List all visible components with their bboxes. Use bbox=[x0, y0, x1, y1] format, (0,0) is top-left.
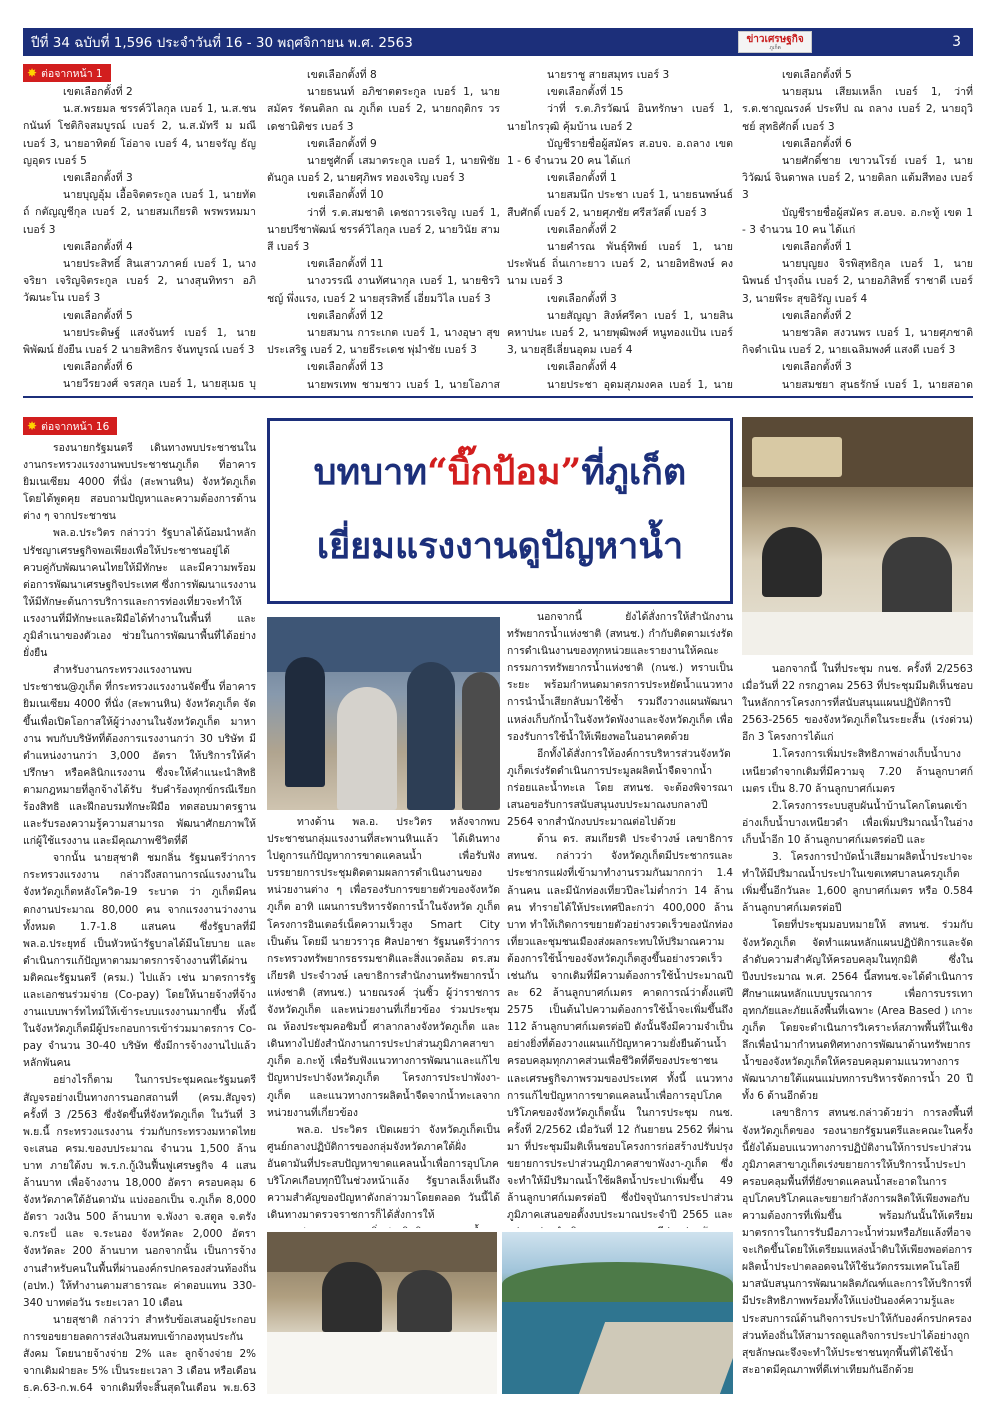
logo-text: ข่าวเศรษฐกิจ bbox=[746, 33, 804, 45]
table-shape bbox=[267, 1332, 497, 1394]
candidate-text: นายสุมน เสียมเหล็ก เบอร์ 1, ว่าที่ ร.ต.ชาญณรงค์ ประทีป ณ ถลาง เบอร์ 2, นายฤุวิชย์ สุทธิศักดิ์ เบอร์ 3 bbox=[742, 86, 973, 133]
candidate-column-4 bbox=[742, 67, 973, 392]
candidate-text: ว่าที่ ร.ต.สมชาติ เดชถาวรเจริญ เบอร์ 1, นายปรีชาพัฒน์ ชรรค์วิไลกุล เบอร์ 2, นายวินัย สามสี เบอร์ 3 bbox=[267, 206, 500, 254]
candidate-text: นายวีรยวงศ์ จรสกุล เบอร์ 1, นายสุเมธ บุ bbox=[63, 378, 256, 391]
dam-shape bbox=[579, 1322, 733, 1394]
star-icon: ✸ bbox=[27, 66, 38, 80]
article-column-4 bbox=[742, 661, 973, 1398]
district-heading: เขตเลือกตั้งที่ 3 bbox=[547, 292, 617, 305]
person-shape bbox=[322, 1262, 382, 1332]
article-paragraph: นอกจากนี้ ในที่ประชุม กนช. ครั้งที่ 2/2563 เมื่อวันที่ 22 กรกฎาคม 2563 ที่ประชุมมีมติเห็นชอบในหลักการโครงการที่สนับสนุนแผนปฏิบัติการปี 2563-2565 ของจังหวัดภูเก็ตในระยะสั้น (เร่งด่วน) อีก 3 โครงการได้แก่ bbox=[742, 663, 973, 744]
candidate-column-3 bbox=[507, 67, 733, 392]
article-paragraph: อีกทั้งได้สั่งการให้องค์การบริหารส่วนจังหวัดภูเก็ตเร่งรัดดำเนินการประมูลผลิตน้ำจืดจากน้ำกร่อยและน้ำทะเล โดย สทนช. จะต้องพิจารณาเสนอขอรับการสนับสนุนงบประมาณงบกลางปี 2564 จากสำนักงบประมาณต่อไปด้วย bbox=[507, 747, 733, 829]
candidate-column-2 bbox=[267, 67, 500, 392]
article-paragraph: นอกจากนี้ ยังได้สั่งการให้สำนักงานทรัพยากรน้ำแห่งชาติ (สทนช.) กำกับติดตามเร่งรัดการดำเนินงานของทุกหน่วยและรายงานให้คณะกรรมการทรัพยากรน้ำแห่งชาติ (กนช.) ทราบเป็นระยะ พร้อมกำหนดมาตรการประหยัดน้ำแนวทางการนำน้ำเสียกลับมาใช้ซ้ำ รวมถึงวางแผนพัฒนาแหล่งเก็บกักน้ำในจังหวัดพังงาและจังหวัดภูเก็ต เพื่อรองรับการใช้น้ำให้เพียงพอในอนาคตด้วย bbox=[507, 611, 733, 743]
star-icon: ✸ bbox=[27, 419, 38, 433]
headline-name: บิ๊กป้อม bbox=[447, 451, 561, 493]
reservoir-photo[interactable] bbox=[502, 1232, 733, 1394]
article-paragraph: พล.อ. ประวิตร เปิดเผยว่า จังหวัดภูเก็ตเป็นศูนย์กลางปฏิบัติการของกลุ่มจังหวัดภาคใต้ฝั่งอันดามันที่ประสบปัญหาขาดแคลนน้ำเพื่อการอุปโภคบริโภคเกือบทุกปีในช่วงหน้าแล้ง รัฐบาลเล็งเห็นถึงความสำคัญของปัญหาดังกล่าวมาโดยตลอด วันนี้ได้เดินทางมาตรวจราชการก็ได้สั่งการให้ bbox=[267, 1123, 500, 1222]
headline-pre: บทบาท bbox=[313, 451, 428, 493]
article-paragraph: 1.โครงการเพิ่มประสิทธิภาพอ่างเก็บน้ำบางเหนียวดำจากเดิมที่มีความจุ 7.20 ล้านลูกบาศก์เมตร เป็น 8.70 ล้านลูกบาศก์เมตร bbox=[742, 748, 973, 795]
person-shape bbox=[397, 1270, 452, 1332]
district-heading: เขตเลือกตั้งที่ 1 bbox=[547, 172, 617, 185]
candidate-text: นายประสิทธิ์ สินเสาวภาคย์ เบอร์ 1, นางจริยา เจริญจิตระกูล เบอร์ 2, นางสุนทิทรา อภิวัฒนะโน เบอร์ 3 bbox=[23, 258, 256, 305]
district-heading: เขตเลือกตั้งที่ 2 bbox=[63, 86, 133, 98]
district-heading: เขตเลือกตั้งที่ 4 bbox=[547, 361, 617, 374]
article-paragraph: อย่างไรก็ตาม ในการประชุมคณะรัฐมนตรีสัญจรอย่างเป็นทางการนอกสถานที่ (ครม.สัญจร) ครั้งที่ 3 /2563 ซึ่งจัดขึ้นที่จังหวัดภูเก็ต ในวันที่ 3 พ.ย.นี้ กระทรวงแรงงาน ร่วมกับกระทรวงมหาดไทย จะเสนอ ครม.ของบประมาณ จำนวน 1,500 ล้านบาท ภายใต้งบ พ.ร.ก.กู้เงินฟื้นฟูเศรษฐกิจ 4 แสนล้านบาท เพื่อจ้างงาน 18,000 อัตรา ครอบคลุม 6 จังหวัดภาคใต้อันดามัน แบ่งออกเป็น จ.ภูเก็ต 8,000 อัตรา วงเงิน 500 ล้านบาท จ.พังงา จ.สตูล จ.ตรัง จ.กระบี่ และ จ.ระนอง จังหวัดละ 2,000 อัตรา จังหวัดละ 200 ล้านบาท นอกจากนั้น เป็นการจ้างงานสำหรับคนในพื้นที่ผ่านองค์กรปกครองส่วนท้องถิ่น (อปท.) ให้ทำงานตามสาธารณะ ค่าตอบแทน 330-340 บาทต่อวัน ระยะเวลา 10 เดือน bbox=[23, 1074, 256, 1309]
inspection-photo[interactable] bbox=[267, 617, 500, 810]
district-heading: เขตเลือกตั้งที่ 9 bbox=[307, 137, 377, 150]
article-paragraph: เลขาธิการ สทนช.กล่าวด้วยว่า การลงพื้นที่จังหวัดภูเก็ตของ รองนายกรัฐมนตรีและคณะในครั้งนี้ยังได้มอบแนวทางการปฏิบัติงานให้การประปาส่วนภูมิภาคสาขาภูเก็ตเร่งขยายการให้บริการน้ำประปาครอบคลุมพื้นที่ที่ยังขาดแคลนน้ำสะอาดในการอุปโภคบริโภคและขยายกำลังการผลิตให้เพียงพอกับความต้องการที่เพิ่มขึ้น พร้อมกันนั้นให้เตรียมมาตรการในการรับมือภาวะน้ำท่วมหรือภัยแล้งที่อาจจะเกิดขึ้นโดยให้เตรียมแหล่งน้ำดิบให้เพียงพอต่อการผลิตน้ำประปาตลอดจนให้ใช้นวัตกรรมเทคโนโลยีมาสนับสนุนการพัฒนาผลิตภัณฑ์และการให้บริการที่มีประสิทธิภาพพร้อมทั้งให้แบ่งปันองค์ความรู้และประสบการณ์ด้านกิจการประปาให้กับองค์กรปกครองส่วนท้องถิ่นให้สามารถดูแลกิจการประปาได้อย่างถูกสุขลักษณะจึงจะทำให้ประชาชนทุกพื้นที่ได้ใช้น้ำสะอาดมีคุณภาพที่ดีเท่าเทียมกันอีกด้วย bbox=[742, 1107, 973, 1376]
headline-post: ที่ภูเก็ต bbox=[581, 451, 687, 493]
district-heading: เขตเลือกตั้งที่ 6 bbox=[63, 361, 133, 374]
article-column-1 bbox=[23, 440, 256, 1398]
candidate-text: นายบุญอุ้ม เอื้อจิตตระกูล เบอร์ 1, นายทัตถ์ กตัญญูชีกุล เบอร์ 2, นายสมเกียรติ พรพรหมมา เบอร์ 3 bbox=[23, 189, 256, 236]
wall-panel bbox=[267, 1232, 497, 1272]
district-heading: เขตเลือกตั้งที่ 13 bbox=[307, 361, 384, 374]
district-heading: เขตเลือกตั้งที่ 15 bbox=[547, 86, 624, 99]
candidate-text: นายธนนท์ อภิชาตตระกูล เบอร์ 1, นายสมัคร รัตนติลก ณ ภูเก็ต เบอร์ 2, นายกฤติกร วรเดชานิติชร เบอร์ 3 bbox=[267, 86, 500, 133]
continued-tag-article[interactable] bbox=[23, 417, 117, 435]
logo-subtext: ภูเก็ต bbox=[769, 44, 781, 51]
article-paragraph: 3. โครงการบำบัดน้ำเสียมาผลิตน้ำประปาจะทำให้มีปริมาณน้ำประปาในเขตเทศบาลนครภูเก็ตเพิ่มขึ้นอีกวันละ 1,600 ลูกบาศก์เมตร หรือ 0.584 ล้านลูกบาศก์เมตรต่อปี bbox=[742, 851, 973, 915]
headline-line-1 bbox=[270, 443, 730, 500]
headline-quote-open: “ bbox=[427, 451, 448, 493]
article-paragraph: พล.อ.ประวิตร กล่าวว่า รัฐบาลได้น้อมนำหลักปรัชญาเศรษฐกิจพอเพียงเพื่อให้ประชาชนอยู่ได้ ควบคู่กับพัฒนาคนไทยให้มีทักษะ และมีความพร้อมต่อการพัฒนาเศรษฐกิจประเทศ ซึ่งการพัฒนาแรงงานให้มีทักษะต้นการบริการและการท่องเที่ยวจะทำให้แรงงานที่มีทักษะและฝีมือได้ทำงานในพื้นที่ และภูมิลำเนาของตัวเอง ช่วยในการพัฒนาพื้นที่ได้อย่างยั่งยืน bbox=[23, 527, 256, 660]
person-shape bbox=[337, 687, 397, 810]
page-header bbox=[23, 28, 973, 56]
candidate-text: นายราชู สายสมุทร เบอร์ 3 bbox=[547, 69, 670, 81]
screen-shape bbox=[752, 437, 842, 477]
district-heading: เขตเลือกตั้งที่ 5 bbox=[782, 69, 852, 81]
page-number: 3 bbox=[952, 34, 961, 50]
district-heading: เขตเลือกตั้งที่ 1 bbox=[782, 241, 852, 254]
person-shape bbox=[285, 657, 325, 787]
headline-quote-close: ” bbox=[560, 451, 582, 493]
section-divider bbox=[23, 396, 973, 398]
candidate-text: นายสมาน การะเกต เบอร์ 1, นางอุษา สุขประเสริฐ เบอร์ 2, นายธีระเดช พุ่มำชัย เบอร์ 3 bbox=[267, 327, 500, 357]
candidate-text: น.ส.พรยมล ชรรค์วิไลกุล เบอร์ 1, น.ส.ชนกนันท์ โชติกิจสมบูรณ์ เบอร์ 2, น.ส.มัทรี ม มณี เบอร์ 3, นายอาทิตย์ โอ่อาจ เบอร์ 4, นายจรัญ ธัญญอุดร เบอร์ 5 bbox=[23, 103, 256, 167]
candidate-text: นายประชา อุดมสุภมงคล เบอร์ 1, นาย bbox=[547, 378, 733, 391]
meeting-photo[interactable] bbox=[742, 417, 973, 655]
district-heading: เขตเลือกตั้งที่ 2 bbox=[547, 223, 617, 236]
continued-tag-label: ต่อจากหน้า 1 bbox=[41, 67, 103, 80]
continued-tag-label: ต่อจากหน้า 16 bbox=[41, 420, 110, 433]
person-shape bbox=[407, 662, 455, 810]
article-column-3 bbox=[507, 609, 733, 1228]
candidate-text: นายสมชยา สุนธรักษ์ เบอร์ 1, นายสอาด bbox=[782, 378, 973, 391]
issue-info: ปีที่ 34 ฉบับที่ 1,596 ประจำวันที่ 16 - 30 พฤศจิกายน พ.ศ. 2563 bbox=[31, 35, 413, 51]
article-paragraph: รองนายกรัฐมนตรี เดินทางพบประชาชนในงานกระทรวงแรงงานพบประชาชนภูเก็ต ที่อาคารยิมเนเซียม 4000 ที่นั่ง (สะพานหิน) จังหวัดภูเก็ต โดยได้พูดคุย สอบถามปัญหาและความต้องการด้านต่าง ๆ จากประชาชน bbox=[23, 442, 256, 523]
person-shape bbox=[762, 527, 822, 597]
candidate-text: นายชูศักดิ์ เสมาตระกูล เบอร์ 1, นายพิชัย ตันกูล เบอร์ 2, นายศุภิพร ทองเจริญ เบอร์ 3 bbox=[267, 155, 500, 185]
candidate-text: นายคำรณ พันธุ์ทิพย์ เบอร์ 1, นายประพันธ์ ถิ่นเกาะยาว เบอร์ 2, นายอิทธิพงษ์ คงนาม เบอร์ 3 bbox=[507, 241, 733, 288]
candidate-text: บัญชีรายชื่อผู้สมัคร ส.อบจ. อ.ถลาง เขต 1 - 6 จำนวน 20 คน ได้แก่ bbox=[507, 137, 733, 168]
district-heading: เขตเลือกตั้งที่ 5 bbox=[63, 309, 133, 322]
candidate-text: นายประดิษฐ์ แสงจันทร์ เบอร์ 1, นายพิพัฒน์ ยังยืน เบอร์ 2 นายสิทธิกร จันทบูรณ์ เบอร์ 3 bbox=[23, 326, 256, 357]
person-shape bbox=[882, 537, 952, 617]
headline-line-2: เยี่ยมแรงงานดูปัญหาน้ำ bbox=[316, 525, 684, 567]
article-paragraph: โดยที่ประชุมมอบหมายให้ สทนช. ร่วมกับจังหวัดภูเก็ต จัดทำแผนหลักแผนปฏิบัติการและจัดลำดับความสำคัญให้ครอบคลุมในทุกมิติ ซึ่งในปีงบประมาณ พ.ศ. 2564 นี้สทนช.จะได้ดำเนินการศึกษาแผนหลักแบบบูรณาการ เพื่อการบรรเทาอุทกภัยและภัยแล้งพื้นที่เฉพาะ (Area Based ) เกาะภูเก็ต โดยจะดำเนินการวิเคราะห์สภาพพื้นที่ในเชิงลึกเพื่อนำมากำหนดทิศทางการพัฒนาด้านทรัพยากรน้ำของจังหวัดภูเก็ตให้ครอบคลุมตามแนวทางการพัฒนาภายใต้แผนแม่บทการบริหารจัดการน้ำ 20 ปีทั้ง 6 ด้านอีกด้วย bbox=[742, 919, 973, 1103]
district-heading: เขตเลือกตั้งที่ 10 bbox=[307, 189, 384, 202]
district-heading: เขตเลือกตั้งที่ 4 bbox=[63, 240, 133, 253]
candidate-text: นางวรรณี งานทัศนากุล เบอร์ 1, นายชิรวิชญ์ พึ่งแรง, เบอร์ 2 นายสุรสิทธิ์ เอี่ยมวิไล เบอร์ 3 bbox=[267, 275, 500, 305]
article-paragraph: สำหรับงานกระทรวงแรงงานพบประชาชน@ภูเก็ต ที่กระทรวงแรงงานจัดขึ้น ที่อาคารยิมเนเซียม 4000 ที่นั่ง (สะพานหิน) จังหวัดภูเก็ต จัดขึ้นเพื่อเปิดโอกาสให้ผู้ว่างงานในจังหวัดภูเก็ต มาหางาน พบกับบริษัทที่ต้องการแรงงานกว่า 30 บริษัท มีตำแหน่งงานกว่า 3,000 อัตรา ให้บริการให้คำปรึกษา หรือคลินิกแรงงาน ซึ่งจะให้คำแนะนำสิทธิตามกฎหมายที่ลูกจ้างได้รับ รับคำร้องทุกข์กรณีเรียกร้องสิทธิ และฝึกอบรมทักษะฝีมือ ทดสอบมาตรฐาน และรับรองความรู้ความสามารถ พัฒนาศักยภาพให้แก่ผู้ใช้แรงงาน และมีคุณภาพชีวิตที่ดี bbox=[23, 664, 256, 848]
district-heading: เขตเลือกตั้งที่ 12 bbox=[307, 309, 384, 322]
district-heading: เขตเลือกตั้งที่ 6 bbox=[782, 137, 852, 150]
article-column-2 bbox=[267, 814, 500, 1228]
table-shape bbox=[742, 612, 973, 655]
candidate-text: นายสัญญา สิงห์ศรีคา เบอร์ 1, นายสิน คหาปนะ เบอร์ 2, นายพุฒิพงศ์ หนูทองแป้น เบอร์ 3, นายสุธีเลี่ยนอุดม เบอร์ 4 bbox=[507, 309, 733, 357]
candidate-column-1 bbox=[23, 84, 256, 392]
continued-tag-top[interactable] bbox=[23, 64, 111, 82]
district-heading: เขตเลือกตั้งที่ 3 bbox=[63, 172, 133, 185]
article-headline bbox=[267, 418, 733, 604]
hill-shape bbox=[502, 1262, 733, 1307]
meeting-room-photo[interactable] bbox=[267, 1232, 497, 1394]
person-shape bbox=[462, 672, 500, 810]
article-paragraph: ด้าน ดร. สมเกียรติ ประจำวงษ์ เลขาธิการ สทนช. กล่าวว่า จังหวัดภูเก็ตมีประชากรและประชากรแฝงที่เข้ามาทำงานรวมกันมากกว่า 1.4 ล้านคน และมีนักท่องเที่ยวปีละไม่ต่ำกว่า 14 ล้านคน ทำรายได้ให้ประเทศปีละกว่า 400,000 ล้านบาท ทำให้เกิดการขยายตัวอย่างรวดเร็วของนักท่องเที่ยวและชุมชนเมืองส่งผลกระทบให้ปริมาณความต้องการใช้น้ำของจังหวัดภูเก็ตสูงขึ้นอย่างรวดเร็ว เช่นกัน จากเดิมที่มีความต้องการใช้น้ำประมาณปีละ 62 ล้านลูกบาศก์เมตร คาดการณ์ว่าตั้งแต่ปี 2575 เป็นต้นไปความต้องการใช้น้ำจะเพิ่มขึ้นถึง 112 ล้านลูกบาศก์เมตรต่อปี ดังนั้นจึงมีความจำเป็นอย่างยิ่งที่ต้องวางแผนแก้ปัญหาความยั่งยืนด้านน้ำครอบคลุมทุกภาคส่วนเพื่อชีวิตที่ดีของประชาชนและเศรษฐกิจภาพรวมของประเทศ ทั้งนี้ แนวทางการแก้ไขปัญหาการขาดแคลนน้ำเพื่อการอุปโภคบริโภคของจังหวัดภูเก็ตนั้น ในการประชุม กนช. ครั้งที่ 2/2562 เมื่อวันที่ 12 กันยายน 2562 ที่ผ่านมา ที่ประชุมมีมติเห็นชอบโครงการก่อสร้างปรับปรุงขยายการประปาส่วนภูมิภาคสาขาพังงา-ภูเก็ต ซึ่งจะทำให้มีปริมาณน้ำใช้ผลิตน้ำประปาเพิ่มขึ้น 49 ล้านลูกบาศก์เมตรต่อปี ซึ่งปัจจุบันการประปาส่วนภูมิภาคเสนอขอตั้งงบประมาณประจำปี 2565 และ bbox=[507, 833, 733, 1222]
candidate-text: นายศักดิ์ชาย เขาวนโรย์ เบอร์ 1, นายวิวัฒน์ จินดาพล เบอร์ 2, นายดิลก แต้มสีทอง เบอร์ 3 bbox=[742, 155, 973, 202]
district-heading: เขตเลือกตั้งที่ 8 bbox=[307, 69, 377, 81]
article-paragraph: ทางด้าน พล.อ. ประวิตร หลังจากพบประชาชนกลุ่มแรงงานที่สะพานหินแล้ว ได้เดินทางไปดูการแก้ปัญหาการขาดแคลนน้ำ เพื่อรับฟังบรรยายการประชุมติดตามผลการดำเนินงานของหน่วยงานต่าง ๆ เพื่อรองรับการขยายตัวของจังหวัดภูเก็ต อาทิ แผนการบริหารจัดการน้ำในจังหวัด ภูเก็ต โครงการอินเตอร์เน็ตความเร็วสูง Smart City เป็นต้น โดยมี นายวราวุธ ศิลปอาชา รัฐมนตรีว่าการกระทรวงทรัพยากรธรรมชาติและสิ่งแวดล้อม ดร.สมเกียรติ ประจำวงษ์ เลขาธิการสำนักงานทรัพยากรน้ำแห่งชาติ (สทนช.) นายณรงค์ วุ่นซิ้ว ผู้ว่าราชการจังหวัดภูเก็ต และหน่วยงานที่เกี่ยวข้อง ร่วมประชุม ณ ห้องประชุมคอซิมบี้ ศาลากลางจังหวัดภูเก็ต และเดินทางไปยังสำนักงานการประปาส่วนภูมิภาคสาขาภูเก็ต อ.กะทู้ เพื่อรับฟังแนวทางการพัฒนาและแก้ไขปัญหาประปาจังหวัดภูเก็ต โครงการประปาพังงา-ภูเก็ต และแนวทางการผลิตน้ำจืดจากน้ำทะเลจากหน่วยงานที่เกี่ยวข้อง bbox=[267, 816, 500, 1119]
district-heading: เขตเลือกตั้งที่ 2 bbox=[782, 309, 852, 322]
candidate-text: นายชวลิต สงวนพร เบอร์ 1, นายศุภชาติ กิจดำเนิน เบอร์ 2, นายเฉลิมพงศ์ แสงดี เบอร์ 3 bbox=[742, 327, 973, 357]
candidate-text: นายสมนึก ประชา เบอร์ 1, นายธนพษ์นธ์ สืบศักดิ์ เบอร์ 2, นายศุภชัย ศรีสวัสดิ์ เบอร์ 3 bbox=[507, 189, 733, 219]
district-heading: เขตเลือกตั้งที่ 3 bbox=[782, 361, 852, 374]
article-paragraph: 2.โครงการระบบสูบผันน้ำบ้านโคกโตนดเข้าอ่างเก็บน้ำบางเหนียวดำ เพื่อเพิ่มปริมาณน้ำในอ่างเก็บน้ำอีก 10 ล้านลูกบาศก์เมตรต่อปี และ bbox=[742, 799, 973, 846]
candidate-text: ว่าที่ ร.ต.ภิรวัฒน์ อินทรักษา เบอร์ 1, นายไกรวุฒิ คุ้มบ้าน เบอร์ 2 bbox=[507, 103, 733, 133]
candidate-text: นายบุญยง จิรพิสุทธิกุล เบอร์ 1, นายนิพนธ์ บำรุงถิ่น เบอร์ 2, นายอภิสิทธิ์ ราชาดี เบอร์ 3, นายพีระ สุขอิรัญ เบอร์ 4 bbox=[742, 258, 973, 305]
candidate-text: บัญชีรายชื่อผู้สมัคร ส.อบจ. อ.กะทู้ เขต 1 - 3 จำนวน 10 คน ได้แก่ bbox=[742, 206, 973, 236]
article-paragraph: นายสุชาติ กล่าวว่า สำหรับข้อเสนอผู้ประกอบการขอขยายลดการส่งเงินสมทบเข้ากองทุนประกันสังคม โดยนายจ้างจ่าย 2% และ ลูกจ้างจ่าย 2% จากเดิมฝ่ายละ 5% เป็นระยะเวลา 3 เดือน หรือเดือน ธ.ค.63-ก.พ.64 จากเดิมที่จะสิ้นสุดในเดือน พ.ย.63 bbox=[23, 1313, 256, 1395]
candidate-text: นายพรเทพ ชามชาว เบอร์ 1, นายโอภาส bbox=[307, 378, 500, 391]
article-paragraph: จากนั้น นายสุชาติ ชมกลิ่น รัฐมนตรีว่าการกระทรวงแรงงาน กล่าวถึงสถานการณ์แรงงานในจังหวัดภูเก็ตหลังโควิด-19 ระบาด ว่า ภูเก็ตมีคนตกงานประมาณ 80,000 คน จากแรงงานว่างงานทั้งหมด 1.7-1.8 แสนคน ซึ่งรัฐบาลที่มี พล.อ.ประยุทธ์ เป็นหัวหน้ารัฐบาลได้มีนโยบาย และดำเนินการแก้ปัญหาตามมาตรการจ้างงานที่ได้ผ่านมติคณะรัฐมนตรี (ครม.) ไปแล้ว เช่น มาตรการรัฐและเอกชนร่วมจ่าย (Co-pay) โดยให้นายจ้างที่จ้างงานแบบพาร์ทไทม์ให้เข้าระบบแรงงานมากขึ้น ทั้งนี้ ในจังหวัดภูเก็ตมีผู้ประกอบการเข้าร่วมมาตรการ Co-pay จำนวน 30-40 บริษัท ซึ่งมีการจ้างงานไปแล้วหลักพันคน bbox=[23, 852, 256, 1070]
district-heading: เขตเลือกตั้งที่ 11 bbox=[307, 258, 384, 271]
newspaper-logo[interactable] bbox=[738, 31, 812, 53]
